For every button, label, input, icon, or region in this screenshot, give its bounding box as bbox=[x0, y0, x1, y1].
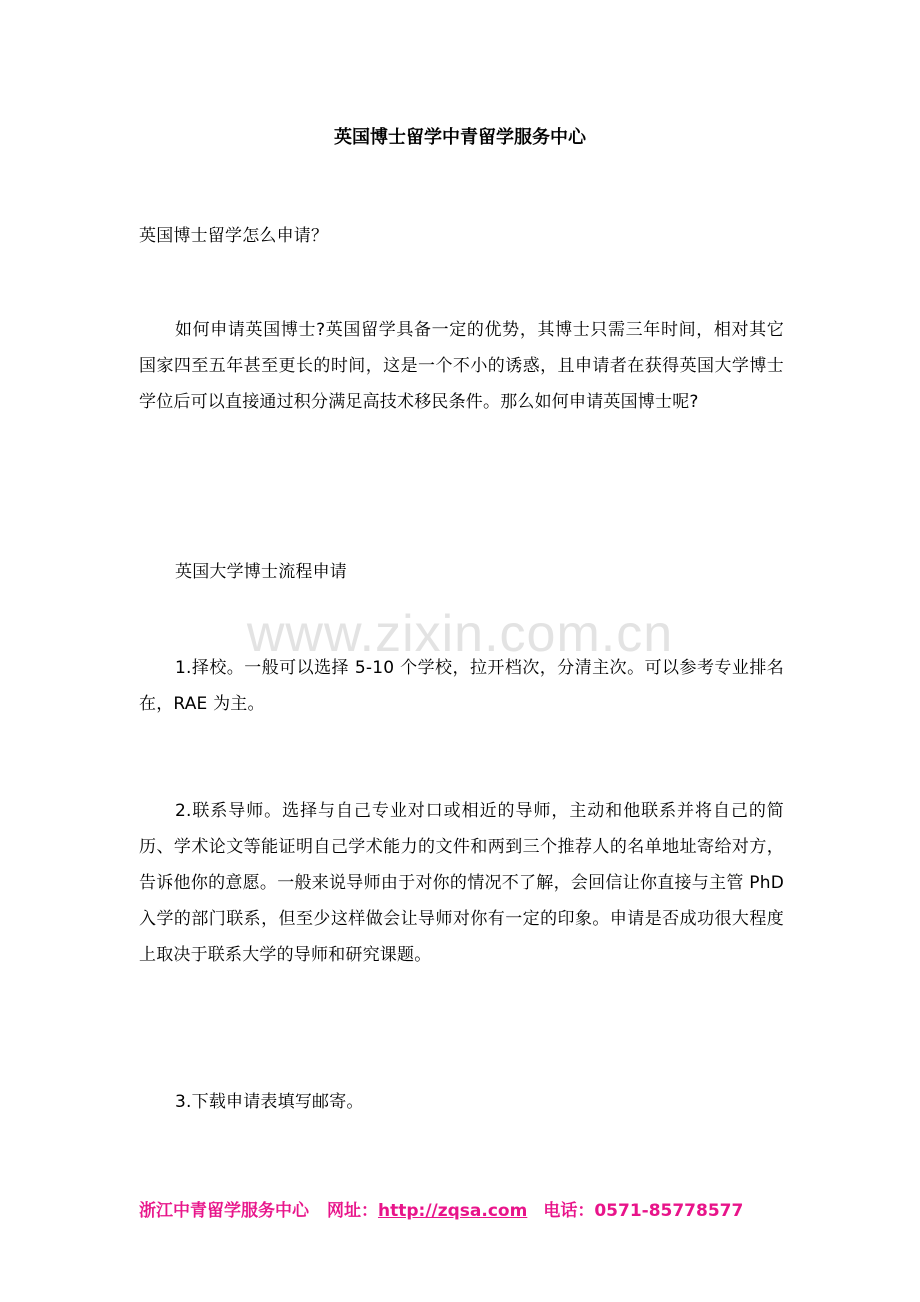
section-heading: 英国大学博士流程申请 bbox=[175, 562, 347, 582]
footer-phone-label: 电话： bbox=[543, 1201, 595, 1221]
step-paragraph: 3.下载申请表填写邮寄。 bbox=[175, 1092, 364, 1112]
watermark: www.zixin.com.cn bbox=[246, 605, 674, 663]
intro-paragraph: 如何申请英国博士?英国留学具备一定的优势，其博士只需三年时间，相对其它国家四至五年甚至更长的时间，这是一个不小的诱惑，且申请者在获得英国大学博士学位后可以直接通过积分满足高技术移民条件。那么如何申请英国博士呢? bbox=[139, 320, 784, 412]
question-heading: 英国博士留学怎么申请？ bbox=[139, 226, 329, 246]
footer bbox=[139, 1197, 743, 1225]
footer-website-label: 网址： bbox=[327, 1201, 378, 1221]
step-paragraph: 2.联系导师。选择与自己专业对口或相近的导师，主动和他联系并将自己的简历、学术论文等能证明自己学术能力的文件和两到三个推荐人的名单地址寄给对方，告诉他你的意愿。一般来说导师由于对你的情况不了解，会回信让你直接与主管 PhD 入学的部门联系，但至少这样做会让导师对你有一定的印象。申请是否成功很大程度上取决于联系大学的导师和研究课题。 bbox=[139, 801, 784, 965]
footer-phone: 0571-85778577 bbox=[594, 1201, 744, 1221]
footer-org: 浙江中青留学服务中心 bbox=[139, 1201, 309, 1221]
step-paragraph: 1.择校。一般可以选择 5-10 个学校，拉开档次，分清主次。可以参考专业排名在，RAE 为主。 bbox=[139, 658, 784, 714]
footer-website-link[interactable]: http://zqsa.com bbox=[378, 1201, 528, 1221]
document-title: 英国博士留学中青留学服务中心 bbox=[334, 127, 586, 148]
